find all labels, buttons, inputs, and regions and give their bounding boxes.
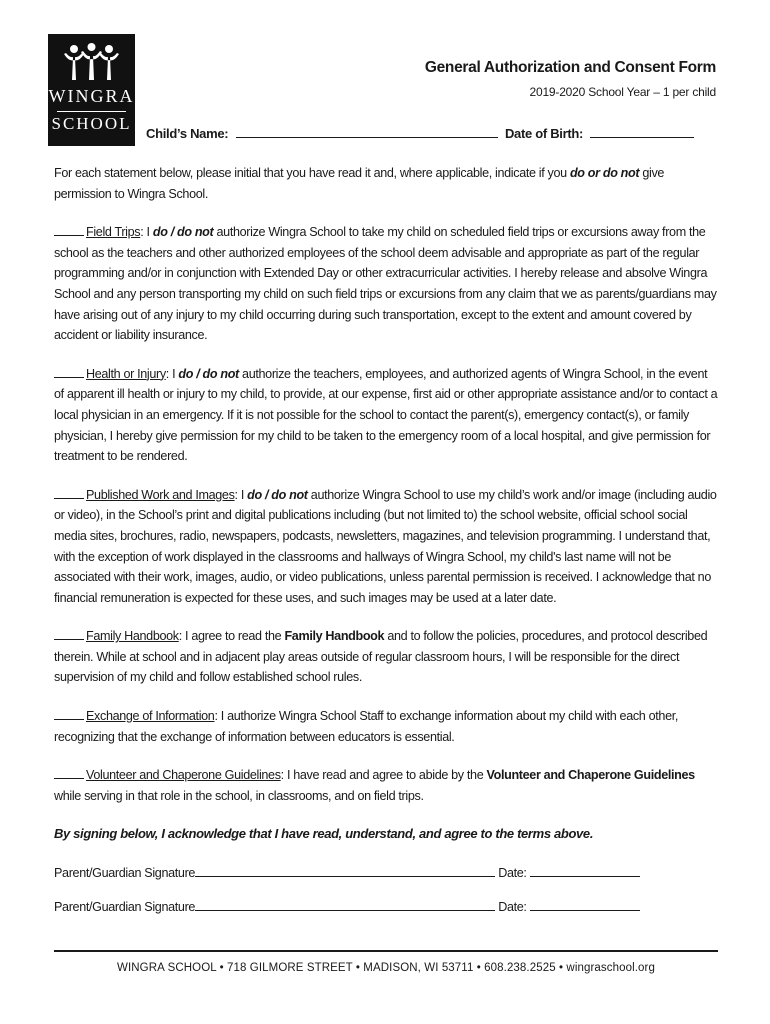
signature-date-field[interactable]: [530, 898, 640, 911]
child-name-field[interactable]: [236, 125, 498, 138]
field-trips-initial-field[interactable]: [54, 224, 84, 236]
family-handbook-section: [54, 626, 718, 688]
published-work-choice: do / do not: [247, 487, 308, 502]
signature-row: [54, 897, 718, 918]
volunteer-initial-field[interactable]: [54, 767, 84, 779]
logo-text-school: SCHOOL: [51, 114, 132, 133]
form-title: General Authorization and Consent Form: [424, 59, 716, 76]
dob-field[interactable]: [590, 125, 694, 138]
volunteer-section: [54, 765, 718, 806]
signature-label: Parent/Guardian Signature: [54, 866, 196, 881]
exchange-info-text: : I authorize Wingra School Staff to exchange information about my child with each other, recognizing that the exchange of information between educators is essential.: [54, 709, 679, 744]
logo-divider: [57, 111, 126, 112]
family-handbook-heading: Family Handbook: [86, 629, 179, 644]
date-label: Date:: [495, 899, 530, 914]
health-text: authorize the teachers, employees, and authorized agents of Wingra School, in the event of apparent ill health or injury to my child, to provide, at our expense, first aid or other appropriate assistance and/or to contact a local physician in an emergency. If it is not possible for the school to contact the parent(s), emergency contact(s), or family physician, I hereby give permission for my child to be taken to the emergency room of a local hospital, and give permission for treatment to be rendered.: [54, 366, 718, 464]
child-name-label: Child’s Name:: [146, 126, 229, 141]
family-handbook-bold: Family Handbook: [284, 629, 385, 644]
signature-row: [54, 863, 718, 884]
family-handbook-text-end: and to follow the policies, procedures, and protocol described therein. While at school and in adjacent play areas outside of regular classroom hours, I will be responsible for the direct supervision of my child and follow established school rules.: [54, 629, 708, 685]
field-trips-choice: do / do not: [152, 225, 214, 240]
published-work-initial-field[interactable]: [54, 487, 84, 499]
health-initial-field[interactable]: [54, 366, 84, 378]
form-body: [54, 163, 718, 930]
field-trips-heading: Field Trips: [86, 225, 141, 240]
child-info-row: [146, 125, 694, 141]
footer-divider: [54, 950, 718, 952]
signature-field[interactable]: [195, 864, 495, 877]
volunteer-bold: Volunteer and Chaperone Guidelines: [486, 768, 695, 783]
published-work-text: authorize Wingra School to use my child’s work and/or image (including audio or video), in the School’s print and digital publications including (but not limited to) the school website, official school social media sites, brochures, radio, newspapers, podcasts, newsletters, magazines, and television programming. I understand that, with the exception of work displayed in the classrooms and hallways of Wingra School, my child's last name will not be associated with their work, images, audio, or video publications, unless parental permission is received. I acknowledge that no financial remuneration is expected for these uses, and such images may be used at a later date.: [54, 487, 717, 605]
children-figures-icon: [62, 42, 121, 82]
field-trips-lead: : I: [140, 225, 153, 240]
intro-text-end: give permission to Wingra School.: [54, 166, 665, 201]
intro-emphasis: do or do not: [569, 166, 640, 180]
published-work-heading: Published Work and Images: [86, 487, 235, 502]
exchange-info-initial-field[interactable]: [54, 708, 84, 720]
health-heading: Health or Injury: [86, 366, 166, 381]
health-lead: : I: [165, 366, 179, 381]
health-section: [54, 364, 718, 467]
footer-contact: WINGRA SCHOOL • 718 GILMORE STREET • MADISON, WI 53711 • 608.238.2525 • wingraschool.org: [117, 962, 655, 974]
date-label: Date:: [495, 866, 530, 881]
logo-text-wingra: WINGRA: [48, 86, 135, 106]
family-handbook-initial-field[interactable]: [54, 628, 84, 640]
form-subtitle: 2019-2020 School Year – 1 per child: [529, 85, 716, 99]
published-work-lead: : I: [234, 487, 248, 502]
exchange-info-section: [54, 706, 718, 747]
volunteer-heading: Volunteer and Chaperone Guidelines: [86, 768, 281, 783]
field-trips-section: [54, 222, 718, 346]
signature-label: Parent/Guardian Signature: [54, 899, 196, 914]
family-handbook-text: : I agree to read the: [178, 629, 285, 644]
signature-date-field[interactable]: [530, 864, 640, 877]
wingra-school-logo: [48, 34, 135, 146]
signature-field[interactable]: [195, 898, 495, 911]
published-work-section: [54, 485, 718, 609]
health-choice: do / do not: [178, 366, 239, 381]
field-trips-text: authorize Wingra School to take my child on scheduled field trips or excursions away from the school as the teachers and other authorized employees of the school deem advisable and appropriate as part of the regular programming and/or in conjunction with Extended Day or other extracurricular activities. I hereby release and absolve Wingra School and any person transporting my child on such field trips or excursions from any claim that we as parents/guardians may have arising out of any injury to my child occurring during such transportation, except to the extent and amount covered by accident or liability insurance.: [54, 225, 717, 343]
volunteer-text-end: while serving in that role in the school, in classrooms, and on field trips.: [54, 788, 424, 803]
acknowledgement-statement: By signing below, I acknowledge that I have read, understand, and agree to the terms above.: [54, 826, 594, 842]
intro-paragraph: [54, 163, 718, 204]
dob-label: Date of Birth:: [504, 126, 584, 141]
intro-text: For each statement below, please initial that you have read it and, where applicable, indicate if you: [54, 166, 570, 180]
volunteer-text: : I have read and agree to abide by the: [280, 768, 487, 783]
exchange-info-heading: Exchange of Information: [86, 709, 215, 724]
